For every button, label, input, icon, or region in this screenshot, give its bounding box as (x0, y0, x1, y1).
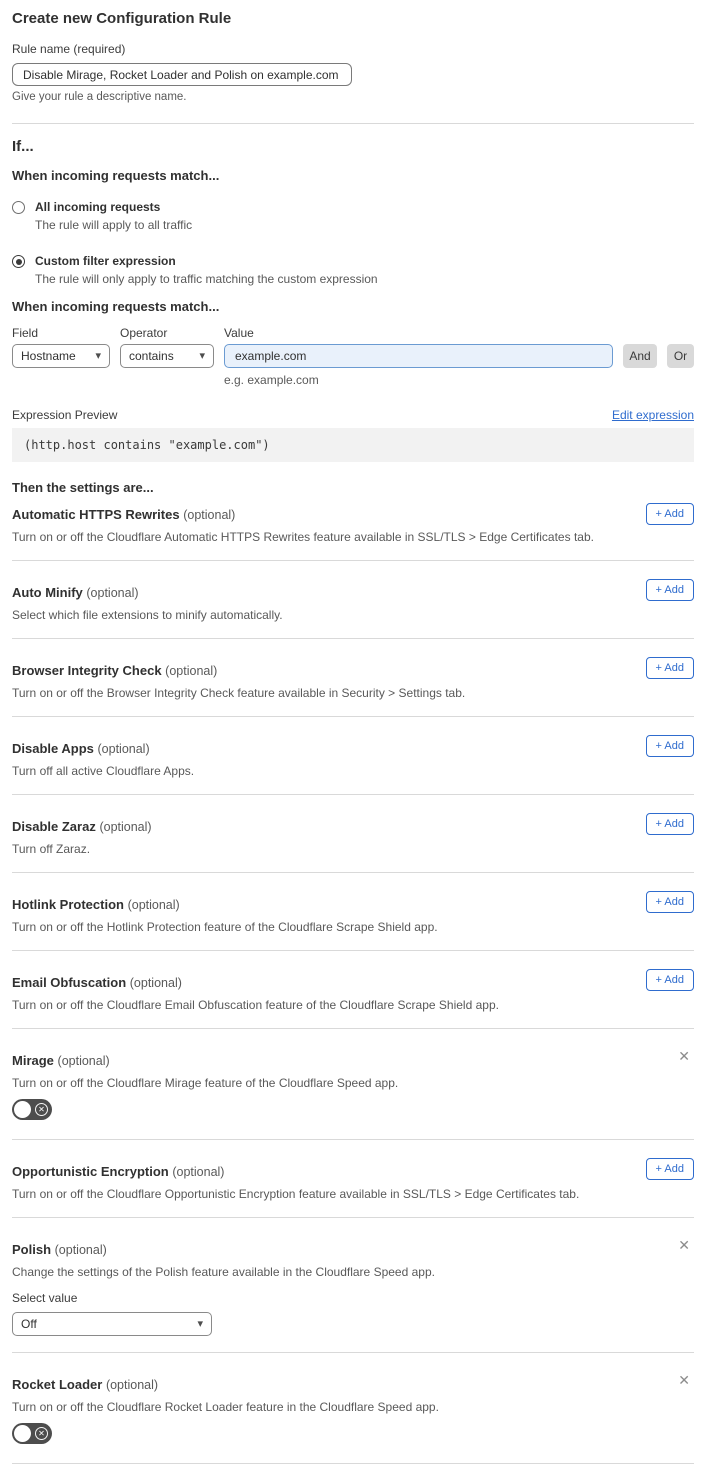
setting-description: Turn on or off the Hotlink Protection feature of the Cloudflare Scrape Shield app. (12, 920, 438, 934)
setting-title: Opportunistic Encryption (optional) (12, 1164, 225, 1179)
setting-row-rocket-loader (12, 1353, 694, 1464)
add-opportunistic-encryption-button[interactable]: + Add (646, 1158, 694, 1180)
add-hotlink-protection-button[interactable]: + Add (646, 891, 694, 913)
remove-mirage-icon[interactable]: ✕ (678, 1048, 690, 1064)
add-disable-apps-button[interactable]: + Add (646, 735, 694, 757)
expression-preview-label: Expression Preview (12, 408, 118, 422)
if-heading: If... (12, 138, 34, 155)
add-automatic-https-rewrites-button[interactable]: + Add (646, 503, 694, 525)
polish-select-group (12, 1291, 694, 1336)
radio-option-custom-filter-expression[interactable] (12, 254, 694, 286)
setting-title: Email Obfuscation (optional) (12, 975, 182, 990)
rocket-loader-toggle[interactable] (12, 1423, 52, 1444)
incoming-requests-match-heading: When incoming requests match... (12, 168, 220, 183)
setting-row-hotlink-protection (12, 873, 694, 951)
rule-name-help: Give your rule a descriptive name. (12, 91, 187, 103)
setting-row-browser-integrity-check (12, 639, 694, 717)
expression-preview-code: (http.host contains "example.com") (12, 428, 694, 462)
setting-title: Disable Zaraz (optional) (12, 819, 152, 834)
section-divider (12, 123, 694, 124)
chevron-down-icon: ▾ (95, 349, 101, 362)
polish-value-select[interactable] (12, 1312, 212, 1336)
setting-row-opportunistic-encryption (12, 1140, 694, 1218)
select-current-value: Off (21, 1317, 37, 1331)
value-hint: e.g. example.com (224, 373, 319, 387)
radio-button-unselected[interactable] (12, 201, 25, 214)
value-input[interactable] (224, 344, 613, 368)
setting-description: Change the settings of the Polish feature available in the Cloudflare Speed app. (12, 1265, 435, 1279)
chevron-down-icon: ▾ (197, 1317, 203, 1330)
page-title: Create new Configuration Rule (12, 10, 232, 27)
or-button[interactable]: Or (667, 344, 694, 368)
field-column-label: Field (12, 326, 39, 340)
setting-description: Turn on or off the Cloudflare Opportunistic Encryption feature available in SSL/TLS > Edge Certificates tab. (12, 1187, 580, 1201)
rule-name-label: Rule name (required) (12, 42, 126, 56)
edit-expression-link[interactable]: Edit expression (611, 408, 694, 422)
setting-title: Auto Minify (optional) (12, 585, 139, 600)
setting-description: Select which file extensions to minify automatically. (12, 608, 283, 622)
setting-title: Browser Integrity Check (optional) (12, 663, 218, 678)
mirage-toggle[interactable] (12, 1099, 52, 1120)
setting-title: Disable Apps (optional) (12, 741, 150, 756)
operator-select[interactable] (120, 344, 214, 368)
setting-title: Rocket Loader (optional) (12, 1377, 159, 1392)
toggle-knob (14, 1101, 31, 1118)
radio-button-selected[interactable] (12, 255, 25, 268)
setting-title: Polish (optional) (12, 1242, 107, 1257)
field-select[interactable] (12, 344, 110, 368)
setting-description: Turn off all active Cloudflare Apps. (12, 764, 195, 778)
setting-row-auto-minify (12, 561, 694, 639)
expression-builder-heading: When incoming requests match... (12, 299, 220, 314)
add-browser-integrity-check-button[interactable]: + Add (646, 657, 694, 679)
create-configuration-rule-form (0, 10, 702, 1464)
settings-list (12, 495, 694, 1464)
setting-row-automatic-https-rewrites (12, 495, 694, 561)
expression-preview-row (12, 408, 694, 422)
setting-row-disable-zaraz (12, 795, 694, 873)
setting-title: Automatic HTTPS Rewrites (optional) (12, 507, 236, 522)
toggle-off-icon: ✕ (35, 1103, 48, 1116)
expression-builder-row (12, 326, 694, 387)
select-value-label: Select value (12, 1291, 78, 1305)
setting-row-polish (12, 1218, 694, 1353)
operator-select-value: contains (129, 349, 174, 363)
then-settings-heading: Then the settings are... (12, 480, 154, 495)
setting-description: Turn on or off the Cloudflare Mirage feature of the Cloudflare Speed app. (12, 1076, 399, 1090)
radio-description: The rule will apply to all traffic (35, 218, 193, 232)
and-button[interactable]: And (623, 344, 657, 368)
setting-description: Turn on or off the Browser Integrity Check feature available in Security > Settings tab. (12, 686, 466, 700)
value-column-label: Value (224, 326, 254, 340)
rule-name-input[interactable] (12, 63, 352, 86)
radio-label: Custom filter expression (35, 254, 176, 268)
setting-description: Turn on or off the Cloudflare Automatic HTTPS Rewrites feature available in SSL/TLS > Edge Certificates tab. (12, 530, 594, 544)
field-select-value: Hostname (21, 349, 76, 363)
setting-row-disable-apps (12, 717, 694, 795)
match-type-radio-group (12, 200, 694, 286)
remove-polish-icon[interactable]: ✕ (678, 1237, 690, 1253)
setting-row-mirage (12, 1029, 694, 1140)
toggle-knob (14, 1425, 31, 1442)
add-disable-zaraz-button[interactable]: + Add (646, 813, 694, 835)
radio-label: All incoming requests (35, 200, 161, 214)
setting-description: Turn on or off the Cloudflare Rocket Loader feature in the Cloudflare Speed app. (12, 1400, 439, 1414)
add-auto-minify-button[interactable]: + Add (646, 579, 694, 601)
setting-row-email-obfuscation (12, 951, 694, 1029)
add-email-obfuscation-button[interactable]: + Add (646, 969, 694, 991)
setting-description: Turn on or off the Cloudflare Email Obfuscation feature of the Cloudflare Scrape Shield app. (12, 998, 499, 1012)
setting-title: Hotlink Protection (optional) (12, 897, 180, 912)
setting-title: Mirage (optional) (12, 1053, 110, 1068)
chevron-down-icon: ▾ (199, 349, 205, 362)
radio-description: The rule will only apply to traffic matching the custom expression (35, 272, 378, 286)
operator-column-label: Operator (120, 326, 168, 340)
radio-option-all-incoming-requests[interactable] (12, 200, 694, 232)
setting-description: Turn off Zaraz. (12, 842, 91, 856)
remove-rocket-loader-icon[interactable]: ✕ (678, 1372, 690, 1388)
toggle-off-icon: ✕ (35, 1427, 48, 1440)
